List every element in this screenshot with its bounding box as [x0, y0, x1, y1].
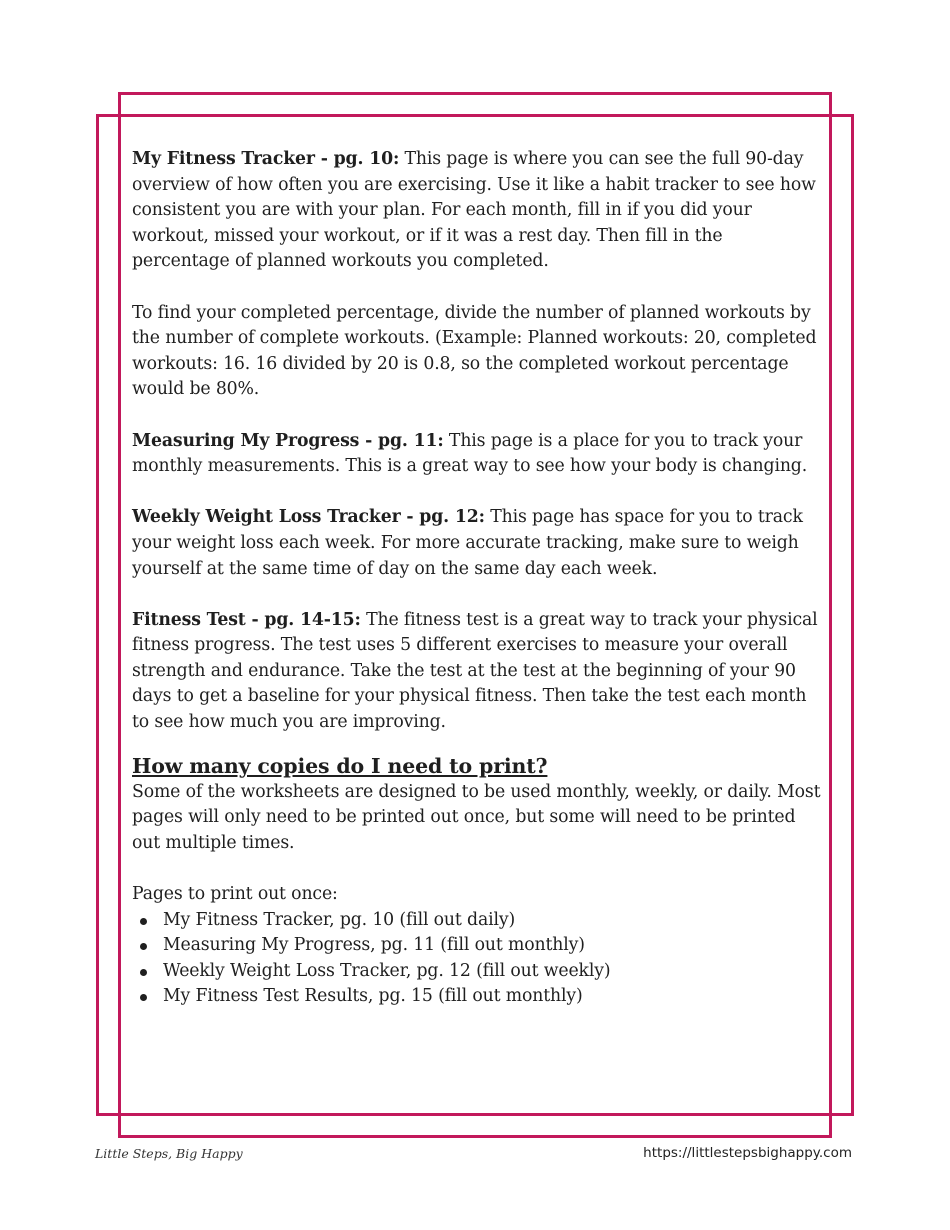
section-text: This page has space for you to track your weight loss each week. For more accurate tracking, make sure to weigh yourself at the same time of day on the same day each week.: [132, 507, 803, 579]
print-intro: Some of the worksheets are designed to be used monthly, weekly, or daily. Most pages will only need to be printed out once, but some will need to be printed out multiple times.: [132, 781, 821, 853]
section-fitness-test: [132, 608, 822, 736]
footer-url[interactable]: https://littlestepsbighappy.com: [643, 1145, 852, 1161]
section-title: Fitness Test - pg. 14-15:: [132, 609, 361, 630]
section-title: Measuring My Progress - pg. 11:: [132, 430, 444, 451]
list-item: My Fitness Tracker, pg. 10 (fill out daily): [132, 908, 822, 934]
section-fitness-tracker: [132, 147, 822, 275]
section-weight-loss-tracker: [132, 505, 822, 582]
section-title: My Fitness Tracker - pg. 10:: [132, 149, 400, 169]
list-item: Measuring My Progress, pg. 11 (fill out monthly): [132, 933, 822, 959]
section-text: The fitness test is a great way to track your physical fitness progress. The test uses 5 different exercises to measure your overall strength and endurance. Take the test at the test at the beginning of your 90 days to get a baseline for your physical fitness. Then take the test each month to see how much you are improving.: [132, 609, 818, 733]
section-text: To find your completed percentage, divide the number of planned workouts by the number of complete workouts. (Example: Planned workouts: 20, completed workouts: 16. 16 divided by 20 is 0.8, so the completed workout percentage would be 80%.: [132, 302, 817, 400]
print-heading: How many copies do I need to print?: [132, 753, 548, 778]
page-content: [132, 147, 822, 1010]
print-list: [132, 908, 822, 1010]
section-measuring-progress: [132, 429, 822, 480]
list-item: My Fitness Test Results, pg. 15 (fill out monthly): [132, 984, 822, 1010]
section-percentage-explanation: [132, 301, 822, 403]
section-text: This page is a place for you to track your monthly measurements. This is a great way to see how your body is changing.: [132, 430, 808, 477]
section-text: This page is where you can see the full 90-day overview of how often you are exercising. Use it like a habit tracker to see how consistent you are with your plan. For each month, fill in if you did your workout, missed your workout, or if it was a rest day. Then fill in the percentage of planned workouts you completed.: [132, 149, 816, 272]
footer-brand: Little Steps, Big Happy: [95, 1146, 243, 1161]
section-title: Weekly Weight Loss Tracker - pg. 12:: [132, 507, 485, 528]
list-item: Weekly Weight Loss Tracker, pg. 12 (fill out weekly): [132, 959, 822, 985]
print-list-title: Pages to print out once:: [132, 884, 338, 905]
